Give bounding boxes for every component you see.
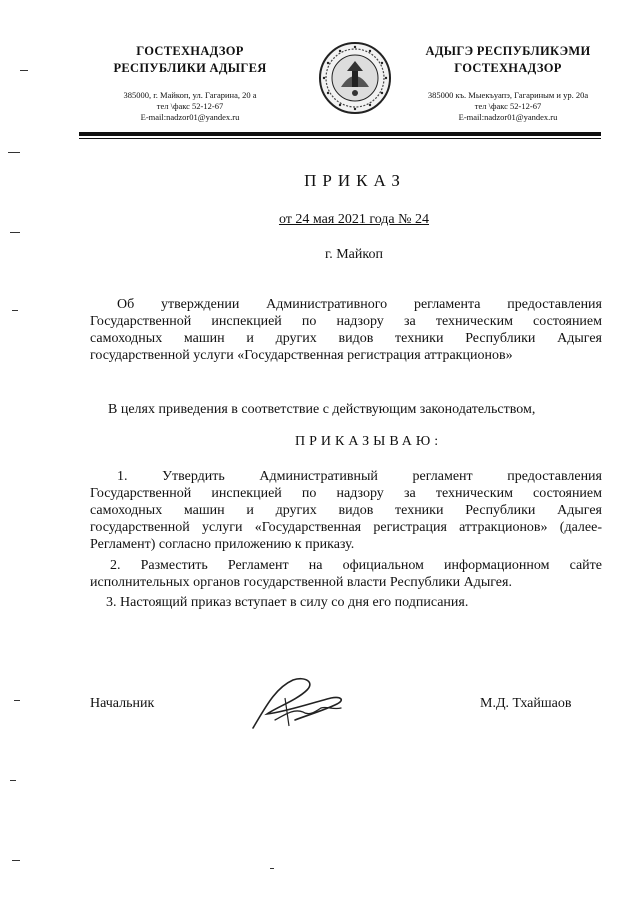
right-org-line2: ГОСТЕХНАДЗОР (454, 61, 562, 75)
subject-line: Об утверждении Административного регламента предоставления (117, 297, 602, 312)
right-org-line1: АДЫГЭ РЕСПУБЛИКЭМИ (425, 44, 591, 58)
item1-line: Государственной инспекцией по надзору за техническим состоянием (90, 486, 602, 501)
signer-name: М.Д. Тхайшаов (480, 696, 572, 711)
right-email: E-mail:nadzor01@yandex.ru (458, 112, 558, 122)
item2-line: исполнительных органов государственной власти Республики Адыгея. (90, 575, 512, 590)
left-org-name (100, 43, 280, 77)
left-org-line1: ГОСТЕХНАДЗОР (136, 44, 244, 58)
item2-line: 2. Разместить Регламент на официальном информационном сайте (110, 558, 602, 573)
left-phone-fax: тел \факс 52-12-67 (156, 101, 224, 111)
document-title: ПРИКАЗ (304, 171, 406, 190)
coat-of-arms-emblem (318, 41, 392, 115)
left-address-line1: 385000, г. Майкоп, ул. Гагарина, 20 а (123, 90, 257, 100)
item1-line: Регламент) согласно приложению к приказу. (90, 537, 355, 552)
item1-line: 1. Утвердить Административный регламент предоставления (117, 469, 602, 484)
right-address (408, 90, 608, 123)
header-divider-thin (79, 138, 601, 139)
scan-speck (10, 232, 20, 233)
item1-line: самоходных машин и других видов техники Республики Адыгея (90, 503, 602, 518)
order-subject (90, 296, 602, 364)
left-email: E-mail:nadzor01@yandex.ru (140, 112, 240, 122)
subject-line: Государственной инспекцией по надзору за техническим состоянием (90, 314, 602, 329)
header-divider-thick (79, 132, 601, 136)
scan-speck (12, 310, 18, 311)
right-phone-fax: тел \факс 52-12-67 (474, 101, 542, 111)
scan-speck (270, 868, 274, 869)
preamble: В целях приведения в соответствие с действующим законодательством, (108, 402, 536, 417)
right-org-name (408, 43, 608, 77)
order-item-1 (90, 468, 602, 553)
order-item-2 (90, 557, 602, 591)
signer-position: Начальник (90, 696, 155, 711)
left-address (100, 90, 280, 123)
subject-line: самоходных машин и других видов техники Республики Адыгея (90, 331, 602, 346)
scan-speck (12, 860, 20, 861)
left-org-line2: РЕСПУБЛИКИ АДЫГЕЯ (113, 61, 267, 75)
right-address-line1: 385000 къ. Мыекъуапэ, Гагариным и ур. 20а (427, 90, 589, 100)
order-item-3: 3. Настоящий приказ вступает в силу со дня его подписания. (106, 595, 469, 610)
city: г. Майкоп (325, 247, 383, 262)
scan-speck (14, 700, 20, 701)
handwritten-signature (245, 668, 355, 738)
order-word: ПРИКАЗЫВАЮ: (295, 434, 443, 449)
order-date-number: от 24 мая 2021 года № 24 (278, 212, 430, 227)
scan-speck (8, 152, 20, 153)
item1-line: государственной услуги «Государственная регистрация аттракционов» (далее- (90, 520, 602, 535)
scan-speck (20, 70, 28, 71)
scan-speck (10, 780, 16, 781)
subject-line: государственной услуги «Государственная регистрация аттракционов» (90, 348, 513, 363)
